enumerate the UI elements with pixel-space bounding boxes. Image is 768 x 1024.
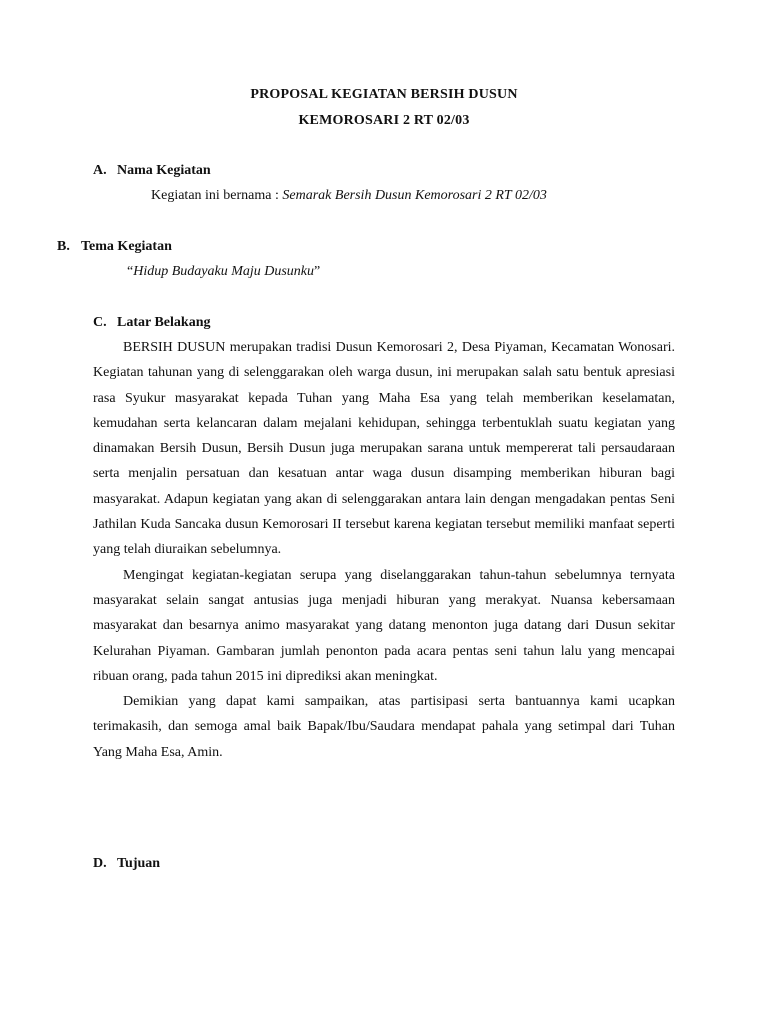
section-d-title: Tujuan (117, 856, 161, 871)
section-c-body (93, 335, 675, 765)
section-a-heading (93, 163, 211, 179)
section-d-heading (93, 856, 160, 872)
section-b-content (127, 264, 320, 280)
activity-name-prefix: Kegiatan ini bernama : (151, 188, 283, 203)
background-paragraph-1: BERSIH DUSUN merupakan tradisi Dusun Kemorosari 2, Desa Piyaman, Kecamatan Wonosari. Kegiatan tahunan yang di selenggarakan oleh warga dusun, ini merupakan salah satu bentuk apresiasi rasa Syukur masyarakat kepada Tuhan yang Maha Esa yang telah memberikan keselamatan, kemudahan serta kelancaran dalam mejalani kehidupan, sehingga terbentuklah suatu kegiatan yang dinamakan Bersih Dusun, Bersih Dusun juga merupakan sarana untuk mempererat tali persaudaraan serta menjalin persatuan dan kesatuan antar waga dusun disamping memberikan hiburan bagi masyarakat. Adapun kegiatan yang akan di selenggarakan antara lain dengan mengadakan pentas Seni Jathilan Kuda Sancaka dusun Kemorosari II tersebut karena kegiatan tersebut memiliki manfaat seperti yang telah diuraikan sebelumnya. (93, 340, 675, 558)
theme-close-quote: ” (314, 264, 321, 279)
section-c-heading (93, 315, 210, 331)
section-a-title: Nama Kegiatan (117, 163, 211, 178)
background-paragraph-2: Mengingat kegiatan-kegiatan serupa yang diselanggarakan tahun-tahun sebelumnya ternyata masyarakat selain sangat antusias juga menjadi hiburan yang merakyat. Nuansa kebersamaan masyarakat dan besarnya animo masyarakat yang datang menonton juga datang dari Dusun sekitar Kelurahan Piyaman. Gambaran jumlah penonton pada acara pentas seni tahun lalu yang mencapai ribuan orang, pada tahun 2015 ini diprediksi akan meningkat. (93, 567, 675, 684)
section-b-heading (57, 239, 172, 255)
section-d-letter: D. (93, 856, 107, 871)
section-b-title: Tema Kegiatan (81, 239, 172, 254)
activity-name: Semarak Bersih Dusun Kemorosari 2 RT 02/03 (282, 188, 547, 203)
background-paragraph-3: Demikian yang dapat kami sampaikan, atas partisipasi serta bantuannya kami ucapkan terimakasih, dan semoga amal baik Bapak/Ibu/Saudara mendapat pahala yang setimpal dari Tuhan Yang Maha Esa, Amin. (93, 694, 675, 760)
activity-theme: Hidup Budayaku Maju Dusunku (133, 264, 315, 279)
section-c-letter: C. (93, 315, 107, 330)
document-title-line-1: PROPOSAL KEGIATAN BERSIH DUSUN (250, 87, 518, 102)
theme-open-quote: “ (127, 264, 134, 279)
section-a-content (151, 188, 547, 204)
section-b-letter: B. (57, 239, 70, 254)
section-c-title: Latar Belakang (117, 315, 211, 330)
section-a-letter: A. (93, 163, 107, 178)
document-title-line-2: KEMOROSARI 2 RT 02/03 (298, 113, 470, 128)
